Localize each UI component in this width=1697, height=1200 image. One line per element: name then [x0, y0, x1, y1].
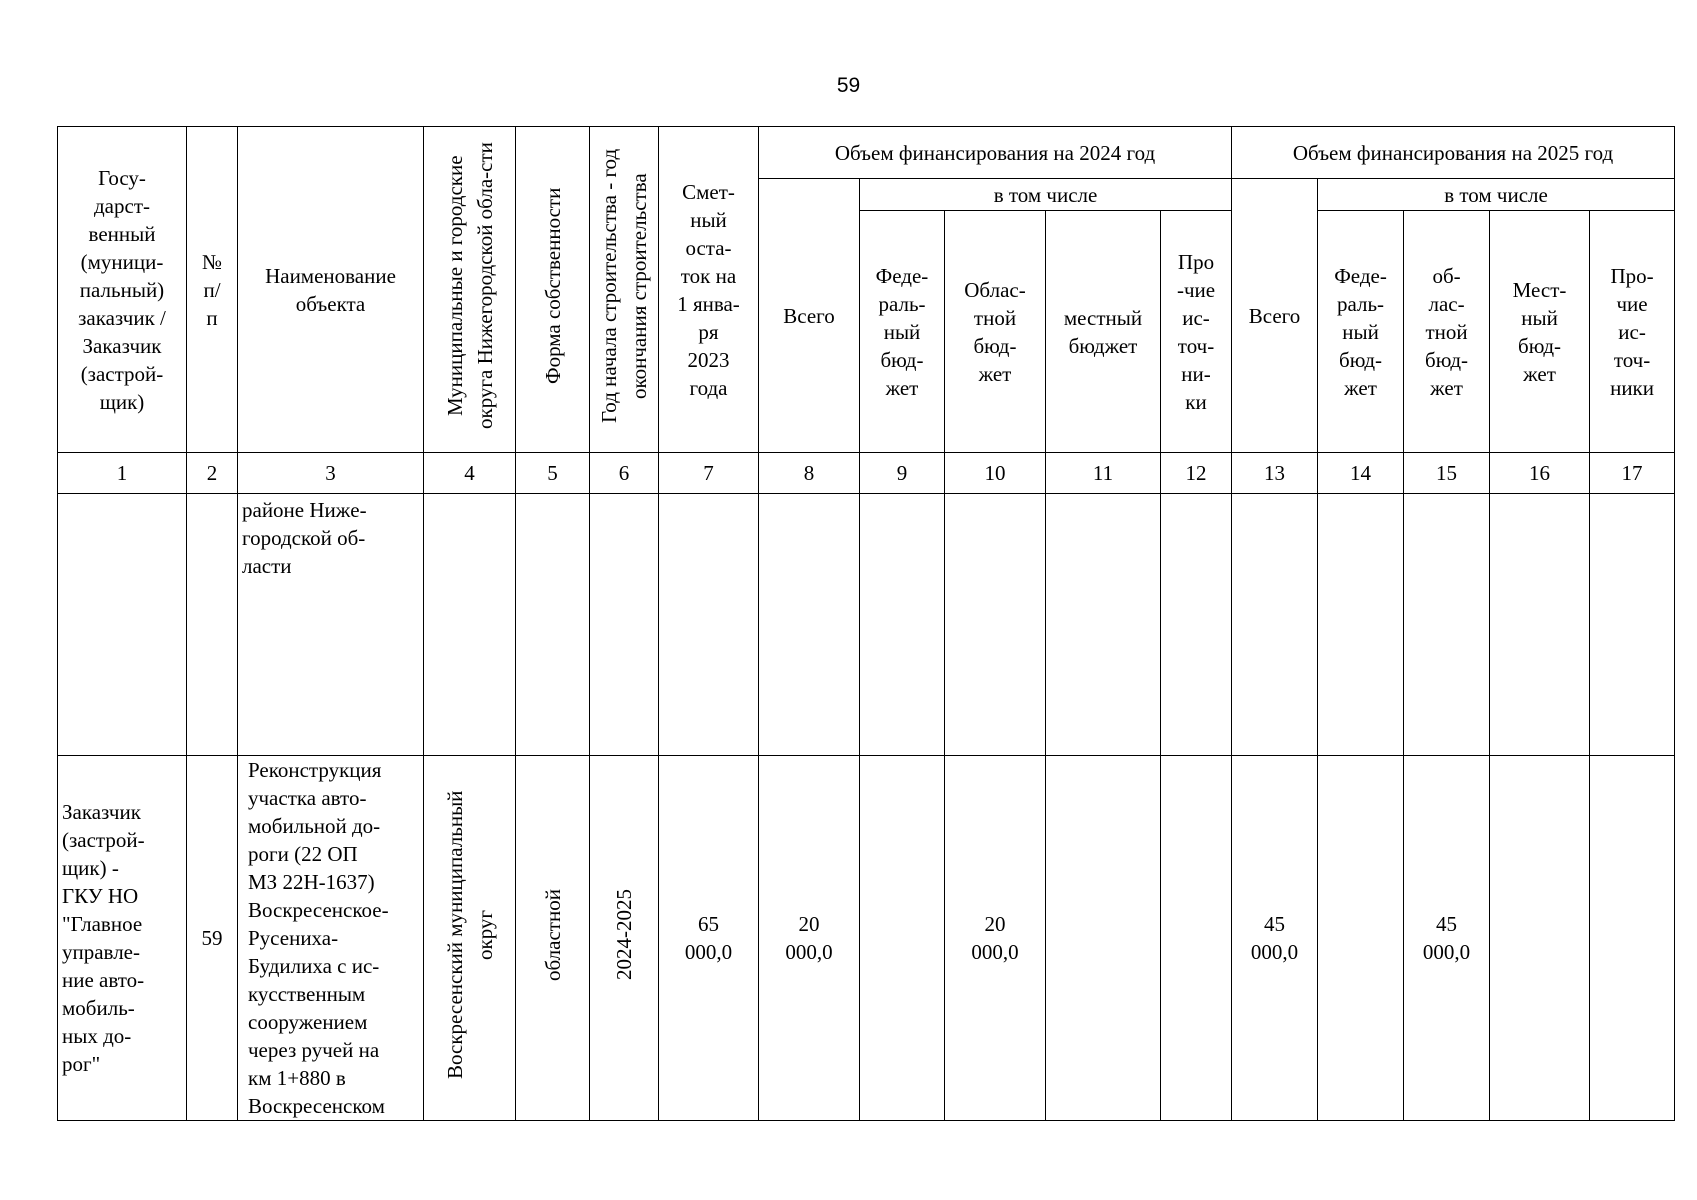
column-number: 9 — [860, 453, 945, 494]
header-federal-2024: Феде- раль- ный бюд- жет — [860, 211, 945, 453]
header-years: Год начала строительства - год окончания строительства — [597, 148, 651, 424]
header-row-1 — [58, 127, 1675, 179]
cell-local-2024 — [1046, 494, 1161, 756]
cell-local-2024 — [1046, 756, 1161, 1121]
header-total-2024: Всего — [759, 179, 860, 453]
column-number: 11 — [1046, 453, 1161, 494]
cell-ownership — [516, 494, 590, 756]
cell-federal-2024 — [860, 756, 945, 1121]
column-number: 2 — [187, 453, 238, 494]
column-number: 16 — [1490, 453, 1590, 494]
cell-other-2024 — [1161, 756, 1232, 1121]
column-number: 3 — [238, 453, 424, 494]
cell-number: 59 — [187, 756, 238, 1121]
page-number: 59 — [836, 74, 861, 97]
column-number: 10 — [945, 453, 1046, 494]
header-including-2025: в том числе — [1318, 179, 1675, 211]
header-total-2025: Всего — [1232, 179, 1318, 453]
cell-local-2025 — [1490, 494, 1590, 756]
cell-total-2025 — [1232, 494, 1318, 756]
column-number: 1 — [58, 453, 187, 494]
column-number: 14 — [1318, 453, 1404, 494]
cell-total-2024 — [759, 494, 860, 756]
header-regional-2024: Облас- тной бюд- жет — [945, 211, 1046, 453]
column-number: 6 — [590, 453, 659, 494]
cell-municipality: Воскресенский муниципальный округ — [442, 790, 497, 1079]
cell-other-2024 — [1161, 494, 1232, 756]
cell-federal-2024 — [860, 494, 945, 756]
column-number: 13 — [1232, 453, 1318, 494]
header-other-2024: Про -чие ис- точ- ни- ки — [1161, 211, 1232, 453]
column-number-row — [58, 453, 1675, 494]
cell-regional-2024: 20 000,0 — [945, 756, 1046, 1121]
cell-customer: Заказчик (застрой- щик) - ГКУ НО "Главное управле- ние авто- мобиль- ных до- рог" — [58, 756, 187, 1121]
cell-other-2025 — [1590, 756, 1675, 1121]
cell-regional-2025 — [1404, 494, 1490, 756]
cell-municipality — [424, 494, 516, 756]
header-ownership-cell — [516, 127, 590, 453]
column-number: 17 — [1590, 453, 1675, 494]
cell-estimate-balance — [659, 494, 759, 756]
cell-total-2024: 20 000,0 — [759, 756, 860, 1121]
cell-customer — [58, 494, 187, 756]
cell-years: 2024-2025 — [612, 889, 636, 980]
column-number: 12 — [1161, 453, 1232, 494]
header-years-cell — [590, 127, 659, 453]
cell-total-2025: 45 000,0 — [1232, 756, 1318, 1121]
header-local-2024: местный бюджет — [1046, 211, 1161, 453]
header-local-2025: Мест- ный бюд- жет — [1490, 211, 1590, 453]
column-number: 15 — [1404, 453, 1490, 494]
header-estimate-balance: Смет- ный оста- ток на 1 янва- ря 2023 года — [659, 127, 759, 453]
column-number: 4 — [424, 453, 516, 494]
column-number: 7 — [659, 453, 759, 494]
cell-object-name: Реконструкция участка авто- мобильной до- роги (22 ОП МЗ 22Н-1637) Воскресенское- Русениха- Будилиха с ис- кусственным сооружением через ручей на км 1+880 в Воскресенском — [238, 756, 424, 1121]
cell-federal-2025 — [1318, 494, 1404, 756]
cell-local-2025 — [1490, 756, 1590, 1121]
cell-regional-2025: 45 000,0 — [1404, 756, 1490, 1121]
cell-ownership-wrap — [516, 756, 590, 1121]
cell-estimate-balance: 65 000,0 — [659, 756, 759, 1121]
financing-table — [57, 126, 1675, 1121]
cell-object-name: районе Нижe- городской об- ласти — [238, 494, 424, 756]
header-funding-2024: Объем финансирования на 2024 год — [759, 127, 1232, 179]
header-municipality: Муниципальные и городские округа Нижегородской обла-сти — [442, 142, 497, 430]
cell-other-2025 — [1590, 494, 1675, 756]
cell-municipality-wrap — [424, 756, 516, 1121]
table-row — [58, 494, 1675, 756]
header-regional-2025: об- лас- тной бюд- жет — [1404, 211, 1490, 453]
header-funding-2025: Объем финансирования на 2025 год — [1232, 127, 1675, 179]
header-municipality-cell — [424, 127, 516, 453]
header-other-2025: Про- чие ис- точ- ники — [1590, 211, 1675, 453]
cell-years-wrap — [590, 756, 659, 1121]
cell-number — [187, 494, 238, 756]
header-ownership: Форма собственности — [540, 187, 565, 385]
cell-federal-2025 — [1318, 756, 1404, 1121]
header-number: № п/ п — [187, 127, 238, 453]
header-customer: Госу- дарст- венный (муници- пальный) заказчик / Заказчик (застрой- щик) — [58, 127, 187, 453]
cell-regional-2024 — [945, 494, 1046, 756]
column-number: 5 — [516, 453, 590, 494]
cell-years — [590, 494, 659, 756]
header-including-2024: в том числе — [860, 179, 1232, 211]
cell-ownership: областной — [540, 888, 565, 981]
column-number: 8 — [759, 453, 860, 494]
header-object-name: Наименование объекта — [238, 127, 424, 453]
table-row — [58, 756, 1675, 1121]
header-federal-2025: Феде- раль- ный бюд- жет — [1318, 211, 1404, 453]
